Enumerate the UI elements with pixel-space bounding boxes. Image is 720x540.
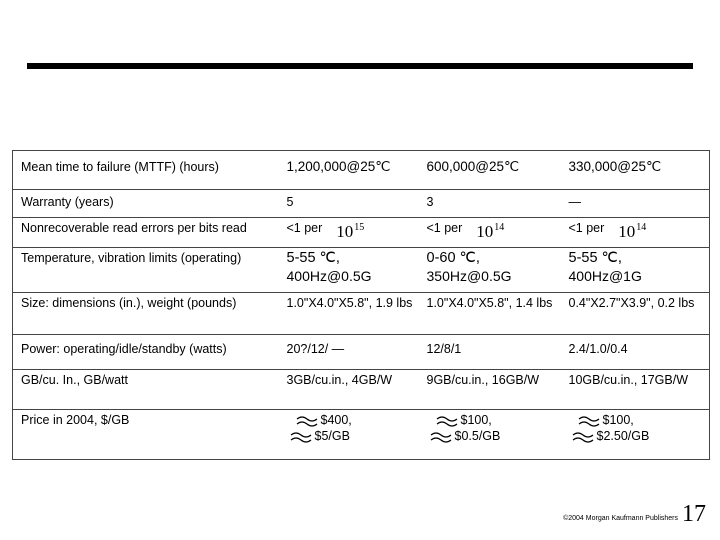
price-value: $400, bbox=[320, 413, 352, 427]
error-prefix: <1 per bbox=[286, 221, 323, 235]
row-label: Nonrecoverable read errors per bits read bbox=[13, 218, 281, 248]
price-value: $100, bbox=[602, 413, 634, 427]
error-prefix: <1 per bbox=[426, 221, 463, 235]
table-cell: 10GB/cu.in., 17GB/W bbox=[563, 370, 710, 410]
table-cell: 12/8/1 bbox=[421, 335, 563, 370]
approximately-icon bbox=[289, 430, 313, 444]
power-of-ten bbox=[476, 222, 504, 241]
approximately-icon bbox=[435, 414, 459, 428]
error-prefix: <1 per bbox=[568, 221, 605, 235]
table-cell: 1,200,000@25℃ bbox=[281, 151, 421, 190]
table-row bbox=[13, 370, 710, 410]
row-label: Power: operating/idle/standby (watts) bbox=[13, 335, 281, 370]
table-cell: 600,000@25℃ bbox=[421, 151, 563, 190]
table-row bbox=[13, 410, 710, 460]
approximately-icon bbox=[295, 414, 319, 428]
exponent: 14 bbox=[636, 222, 647, 233]
temp-range: 5-55 ℃, bbox=[286, 250, 340, 266]
table-cell: 5 bbox=[281, 190, 421, 218]
vibration-limit: 400Hz@1G bbox=[568, 268, 642, 284]
row-label: Warranty (years) bbox=[13, 190, 281, 218]
table-cell bbox=[281, 410, 421, 460]
table-row bbox=[13, 151, 710, 190]
price-per-gb: $5/GB bbox=[314, 429, 350, 443]
row-label: GB/cu. In., GB/watt bbox=[13, 370, 281, 410]
title-rule bbox=[27, 63, 693, 69]
exponent: 15 bbox=[354, 222, 365, 233]
approximately-icon bbox=[577, 414, 601, 428]
row-label: Size: dimensions (in.), weight (pounds) bbox=[13, 293, 281, 335]
page-number: 17 bbox=[682, 501, 706, 527]
table-cell: 1.0"X4.0"X5.8", 1.9 lbs bbox=[281, 293, 421, 335]
vibration-limit: 350Hz@0.5G bbox=[426, 268, 512, 284]
vibration-limit: 400Hz@0.5G bbox=[286, 268, 372, 284]
table-cell bbox=[421, 218, 563, 248]
price-per-gb: $2.50/GB bbox=[596, 429, 650, 443]
approximately-icon bbox=[429, 430, 453, 444]
table-cell: 3 bbox=[421, 190, 563, 218]
price-per-gb: $0.5/GB bbox=[454, 429, 501, 443]
table-row bbox=[13, 335, 710, 370]
approximately-icon bbox=[571, 430, 595, 444]
table-cell bbox=[563, 410, 710, 460]
table-cell: 3GB/cu.in., 4GB/W bbox=[281, 370, 421, 410]
table-cell: — bbox=[563, 190, 710, 218]
base: 10 bbox=[476, 222, 494, 241]
temp-range: 5-55 ℃, bbox=[568, 250, 622, 266]
base: 10 bbox=[618, 222, 636, 241]
base: 10 bbox=[336, 222, 354, 241]
table-cell: 2.4/1.0/0.4 bbox=[563, 335, 710, 370]
row-label: Temperature, vibration limits (operating) bbox=[13, 248, 281, 293]
table-row bbox=[13, 190, 710, 218]
table-cell bbox=[421, 410, 563, 460]
table-row bbox=[13, 248, 710, 293]
table-cell: 330,000@25℃ bbox=[563, 151, 710, 190]
copyright-footer: ©2004 Morgan Kaufmann Publishers bbox=[563, 515, 678, 522]
table-cell bbox=[281, 218, 421, 248]
exponent: 14 bbox=[494, 222, 505, 233]
power-of-ten bbox=[336, 222, 364, 241]
table-cell bbox=[281, 248, 421, 293]
table-cell: 9GB/cu.in., 16GB/W bbox=[421, 370, 563, 410]
power-of-ten bbox=[618, 222, 646, 241]
table-row bbox=[13, 218, 710, 248]
table-cell bbox=[421, 248, 563, 293]
table-cell: 20?/12/ — bbox=[281, 335, 421, 370]
table-cell bbox=[563, 248, 710, 293]
table-row bbox=[13, 293, 710, 335]
disk-spec-table bbox=[12, 150, 710, 460]
row-label: Price in 2004, $/GB bbox=[13, 410, 281, 460]
temp-range: 0-60 ℃, bbox=[426, 250, 480, 266]
table-cell: 1.0"X4.0"X5.8", 1.4 lbs bbox=[421, 293, 563, 335]
table-cell: 0.4"X2.7"X3.9", 0.2 lbs bbox=[563, 293, 710, 335]
table-cell bbox=[563, 218, 710, 248]
price-value: $100, bbox=[460, 413, 492, 427]
row-label: Mean time to failure (MTTF) (hours) bbox=[13, 151, 281, 190]
